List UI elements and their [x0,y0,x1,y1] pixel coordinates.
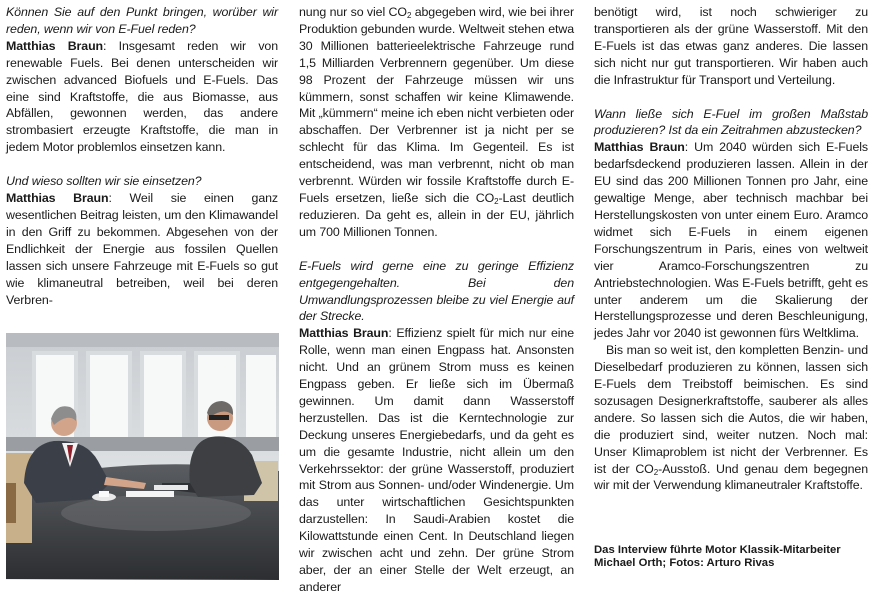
speaker-name: Matthias Braun [6,191,109,206]
column-1 [6,4,278,308]
answer-text: Um 2040 würden sich E-Fuels bedarfsdeckend produzieren lassen. Allein in der EU sind das 200 Millionen Tonnen pro Jahr, eine gewaltige Menge, aber technisch machbar bei Herstellungskosten von unter einem Euro. Aramco widmet sich E-Fuels in einem eigenen Forschungszentrum in Paris, eines von weltweit vier Aramco-Forschungszentren zu Antriebstechnologien. Was E-Fuels betrifft, geht es unter anderem um die Skalierung der Herstellungsprozesse und deren Beschleunigung, jedes Jahr vor 2040 ist gewonnen fürs Weltklima. [594,140,868,341]
speaker-name: Matthias Braun [594,140,685,155]
question: Und wieso sollten wir sie einsetzen? [6,174,202,189]
paragraph [594,342,868,494]
answer-text: Weil sie einen ganz wesentlichen Beitrag leisten, um den Klimawandel in den Griff zu bekommen. Abgesehen von der Endlichkeit der Energie aus fossilen Quellen lassen sich unsere Fahrzeuge mit E-Fuels so gut wie klimaneutral betreiben, weil bei deren Verbren- [6,191,278,307]
paragraph: benötigt wird, ist noch schwieriger zu transportieren als der grüne Wasserstoff. Mit den E-Fuels ist das etwas ganz anderes. Die lassen sich nicht nur gut transportieren. Wir haben auch die Infrastruktur für Transport und Verteilung. [594,5,868,87]
text-run: abgegeben wird, wie bei ihrer Produktion gebunden wurde. Weltweit stehen etwa 30 Millionen batterieelektrische Fahrzeuge rund 1,5 Milliarden Verbrennern gegenüber. Um diese 98 Prozent der Fahrzeuge müssen wir uns kümmern, sonst schaffen wir keine Klimawende. Mit „kümmern“ meine ich eben nicht verbieten oder abschaffen. Der Verbrenner ist ja nicht per se schlecht für das Klima. Im Gegenteil. Es ist entscheidend, was man verbrennt, nicht ob man verbrennt. Würden wir fossile Kraftstoffe durch E-Fuels ersetzen, ließe sich die CO [299,5,575,205]
answer: Matthias Braun: Weil sie einen ganz wesentlichen Beitrag leisten, um den Klimawandel in den Griff zu bekommen. Abgesehen von der Endlichkeit der Energie aus fossilen Quellen lassen sich unsere Fahrzeuge mit E-Fuels so gut wie klimaneutral betreiben, weil bei deren Verbren- [6,191,278,307]
speaker-name: Matthias Braun [299,326,389,341]
text-run: -Ausstoß. Und genau dem begegnen wir mit der Verwendung klimaneutraler Kraftstoffe. [594,461,868,493]
text-run: -Last deutlich reduzieren. Da geht es, allein in der EU, jährlich um 700 Millionen Tonnen. [299,190,574,239]
paragraph [299,4,574,241]
question: Wann ließe sich E-Fuel im großen Maßstab produzieren? Ist da ein Zeitrahmen abzustecken? [594,106,868,138]
answer-text: Effizienz spielt für mich nur eine Rolle, wenn man einen Engpass hat. Ansonsten nicht. Und an grünem Strom muss es keinen Engpass geben. Er ließe sich im Übermaß gewinnen. Um damit dann Wasserstoff herzustellen. Das ist die Kerntechnologie zur Deckung unseres Energiebedarfs, und da geht es um die gesamte Industrie, nicht allein um den Verkehrssektor: der grüne Wasserstoff, produziert mit Strom aus Sonnen- und/oder Windenergie. Um das unter wirtschaftlichen Gesichtspunkten darzustellen: In Saudi-Arabien kostet die Kilowattstunde einen Cent. In Deutschland liegen wir zwischen acht und zehn. Der grüne Strom aber, der an einer Stelle der Welt erzeugt, an anderer [299,326,574,594]
interview-photo [6,333,279,580]
column-2 [299,4,574,596]
photo-credit: Das Interview führte Motor Klassik-Mitarbeiter Michael Orth; Fotos: Arturo Rivas [594,544,841,569]
answer: Matthias Braun: Effizienz spielt für mich nur eine Rolle, wenn man einen Engpass hat. Ansonsten nicht. Und an grünem Strom muss es keinen Engpass geben. Er ließe sich im Übermaß gewinnen. Um damit dann Wasserstoff herzustellen. Das ist die Kerntechnologie zur Deckung unseres Energiebedarfs, und da geht es um die gesamte Industrie, nicht allein um den Verkehrssektor: der grüne Wasserstoff, produziert mit Strom aus Sonnen- und/oder Windenergie. Um das unter wirtschaftlichen Gesichtspunkten darzustellen: In Saudi-Arabien kostet die Kilowattstunde einen Cent. In Deutschland liegen wir zwischen acht und zehn. Der grüne Strom aber, der an einer Stelle der Welt erzeugt, an anderer [299,326,574,594]
question: E-Fuels wird gerne eine zu geringe Effizienz entgegengehalten. Bei den Umwandlungsprozessen bleibe zu viel Energie auf der Strecke. [299,258,574,324]
subscript: 2 [494,196,499,206]
text-run: nung nur so viel CO [299,5,407,19]
column-3 [594,4,868,494]
answer: Matthias Braun: Um 2040 würden sich E-Fuels bedarfsdeckend produzieren lassen. Allein in der EU sind das 200 Millionen Tonnen pro Jahr, eine gewaltige Menge, aber technisch machbar bei Herstellungskosten von unter einem Euro. Aramco widmet sich E-Fuels in einem eigenen Forschungszentrum in Paris, eines von weltweit vier Aramco-Forschungszentren zu Antriebstechnologien. Was E-Fuels betrifft, geht es unter anderem um die Skalierung der Herstellungsprozesse und deren Beschleunigung, jedes Jahr vor 2040 ist gewonnen fürs Weltklima. [594,140,868,341]
answer-text: Insgesamt reden wir von renewable Fuels. Bei denen unterscheiden wir zwischen advanced Biofuels und E-Fuels. Das eine sind Kraftstoffe, die aus Biomasse, aus Abfällen, gewonnen werden, das andere strombasiert erzeugte Kraftstoffe, die man in jedem Motor problemlos einsetzen kann. [6,38,279,155]
question: Können Sie auf den Punkt bringen, worüber wir reden, wenn wir von E-Fuel reden? [6,5,278,36]
speaker-name: Matthias Braun [6,38,104,53]
subscript: 2 [653,467,659,477]
text-run: Bis man so weit ist, den kompletten Benzin- und Dieselbedarf produzieren zu können, lassen sich E-Fuels dem Treibstoff beimischen. Es sind sozusagen Designerkraftstoffe, sauberer als alles andere. So lassen sich die Autos, die wir haben, die produziert sind, weiter nutzen. Noch mal: Unser Klimaproblem ist nicht der Verbrenner. Es ist der CO [594,343,868,476]
answer: Matthias Braun: Insgesamt reden wir von renewable Fuels. Bei denen unterscheiden wir zwischen advanced Biofuels und E-Fuels. Das eine sind Kraftstoffe, die aus Biomasse, aus Abfällen, gewonnen werden, das andere strombasiert erzeugte Kraftstoffe, die man in jedem Motor problemlos einsetzen kann. [6,38,279,155]
subscript: 2 [406,11,412,20]
